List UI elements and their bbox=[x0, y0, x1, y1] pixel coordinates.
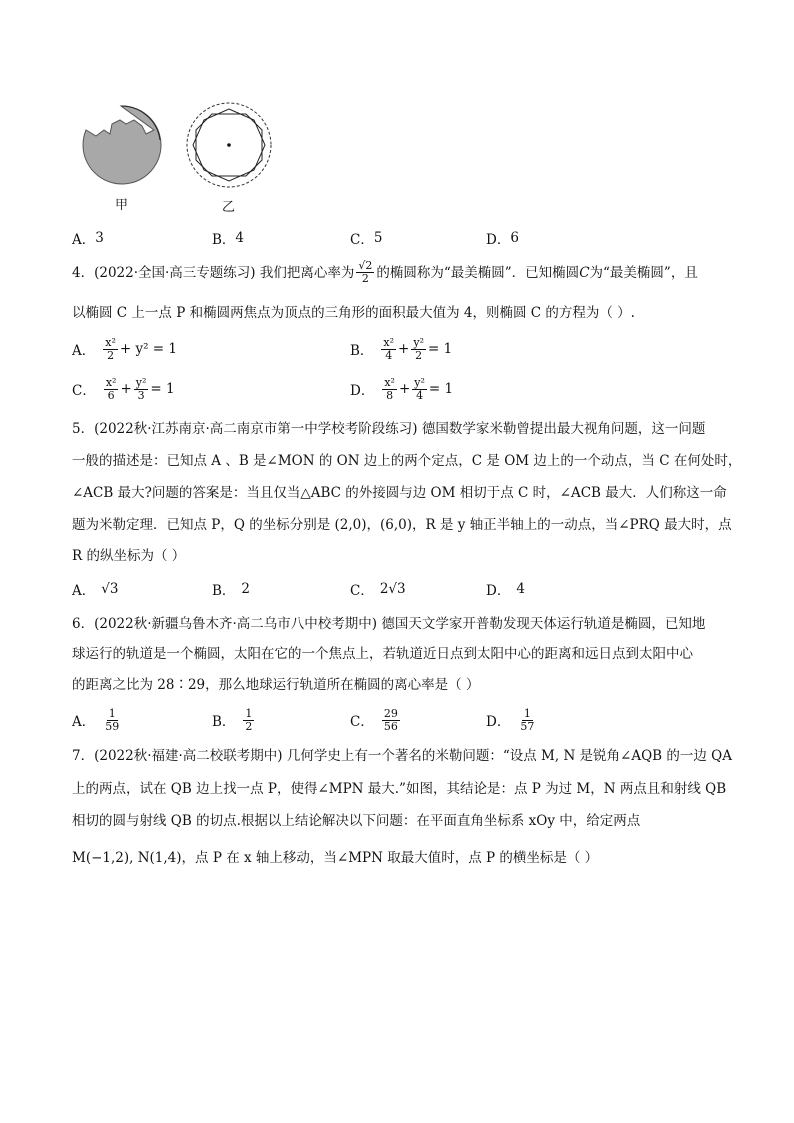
option-label: B． bbox=[212, 583, 236, 599]
figure-jia bbox=[76, 100, 166, 190]
fraction-numerator: y² bbox=[135, 375, 147, 389]
fraction-numerator: x² bbox=[105, 335, 116, 349]
fraction-denominator: 2 bbox=[415, 348, 423, 362]
q7-line-1: 7．(2022秋·福建·高二校联考期中) 几何学史上有一个著名的米勒问题：“设点 M, N 是锐角∠AQB 的一边 QA bbox=[72, 748, 733, 764]
fraction bbox=[243, 708, 254, 733]
fraction-numerator: √2 bbox=[358, 259, 373, 272]
q5-options bbox=[72, 574, 732, 604]
option-text: 4 bbox=[516, 581, 525, 597]
fraction-denominator: 8 bbox=[386, 388, 394, 402]
option-label: A． bbox=[72, 232, 96, 248]
q5-option-d[interactable] bbox=[486, 574, 525, 604]
option-text: = 1 bbox=[427, 341, 453, 357]
option-text: 5 bbox=[373, 230, 383, 246]
option-text: = 1 bbox=[150, 381, 175, 397]
q7-line-4: M(−1,2), N(1,4)，点 P 在 x 轴上移动，当∠MPN 取最大值时，点 P 的横坐标是（ ） bbox=[72, 850, 599, 866]
fraction-numerator: y² bbox=[414, 375, 425, 389]
option-label: D． bbox=[486, 714, 511, 730]
fraction bbox=[518, 708, 536, 733]
option-operator: + bbox=[120, 381, 132, 397]
figure-label-yi: 乙 bbox=[222, 200, 236, 215]
option-label: C． bbox=[350, 583, 374, 599]
option-label: D． bbox=[486, 583, 511, 599]
q3-options bbox=[72, 223, 732, 253]
fraction-denominator: 56 bbox=[383, 719, 398, 733]
q3-option-d[interactable] bbox=[486, 223, 519, 253]
option-label: A． bbox=[72, 714, 96, 730]
q5-line-3: ∠ACB 最大?问题的答案是：当且仅当△ABC 的外接圆与边 OM 相切于点 C 时，∠ACB 最大．人们称这一命 bbox=[72, 485, 727, 501]
fraction bbox=[103, 337, 118, 362]
q4-text: 的椭圆称为“最美椭圆”．已知椭圆 bbox=[376, 264, 580, 281]
option-label: B． bbox=[212, 232, 236, 248]
option-text: 3 bbox=[95, 230, 104, 246]
option-text: 2 bbox=[241, 581, 251, 597]
option-text: 6 bbox=[510, 230, 519, 246]
fraction-denominator: 4 bbox=[416, 388, 424, 402]
fraction bbox=[382, 377, 397, 402]
q3-option-a[interactable] bbox=[72, 223, 104, 253]
figure-yi bbox=[182, 100, 276, 194]
option-label: D． bbox=[486, 232, 511, 248]
option-label: A． bbox=[72, 343, 96, 359]
q6-line-1: 6．(2022秋·新疆乌鲁木齐·高二乌市八中校考期中) 德国天文学家开普勒发现天体运行轨道是椭圆，已知地 bbox=[72, 616, 706, 632]
q6-option-a[interactable] bbox=[72, 705, 123, 735]
fraction-numerator: 1 bbox=[523, 706, 531, 720]
q7-line-2: 上的两点，试在 QB 边上找一点 P，使得∠MPN 最大.”如图，其结论是：点 P 为过 M，N 两点且和射线 QB bbox=[72, 781, 727, 797]
fraction-numerator: y² bbox=[413, 335, 424, 349]
fraction-denominator: 6 bbox=[107, 388, 115, 402]
fraction bbox=[382, 708, 400, 733]
q4-option-b[interactable] bbox=[350, 334, 452, 364]
q6-options bbox=[72, 705, 732, 735]
q4-line-1 bbox=[72, 260, 732, 285]
option-operator: + bbox=[398, 381, 411, 397]
q4-eccentricity-fraction bbox=[356, 260, 374, 285]
q4-option-d[interactable] bbox=[350, 374, 453, 404]
option-text: 2√3 bbox=[379, 581, 406, 597]
q3-option-b[interactable] bbox=[212, 223, 244, 253]
fraction-denominator: 3 bbox=[137, 388, 145, 402]
fraction bbox=[134, 377, 149, 402]
option-text: √3 bbox=[101, 581, 119, 597]
option-text: 4 bbox=[235, 230, 245, 246]
fraction-denominator: 57 bbox=[520, 719, 535, 733]
fraction bbox=[381, 337, 396, 362]
q4-option-a[interactable] bbox=[72, 334, 177, 364]
option-label: D． bbox=[350, 383, 375, 399]
option-label: C． bbox=[350, 232, 374, 248]
q7-line-3: 相切的圆与射线 QB 的切点.根据以上结论解决以下问题：在平面直角坐标系 xOy 中，给定两点 bbox=[72, 813, 641, 829]
option-label: B． bbox=[350, 343, 374, 359]
fraction-numerator: x² bbox=[105, 375, 117, 389]
fraction-denominator: 2 bbox=[361, 272, 369, 285]
q5-line-2: 一般的描述是：已知点 A 、B 是∠MON 的 ON 边上的两个定点，C 是 OM 边上的一个动点，当 C 在何处时， bbox=[72, 453, 742, 469]
q6-option-c[interactable] bbox=[350, 705, 402, 735]
q3-option-c[interactable] bbox=[350, 223, 382, 253]
q6-option-b[interactable] bbox=[212, 705, 256, 735]
fraction-numerator: x² bbox=[383, 335, 395, 349]
option-label: C． bbox=[350, 714, 374, 730]
q4-option-c[interactable] bbox=[72, 374, 175, 404]
fraction-denominator: 2 bbox=[245, 719, 253, 733]
option-text: + y² = 1 bbox=[119, 341, 177, 357]
q6-option-d[interactable] bbox=[486, 705, 538, 735]
figure-label-jia: 甲 bbox=[115, 198, 129, 213]
q6-line-3: 的距离之比为 28∶29，那么地球运行轨道所在椭圆的离心率是（ ） bbox=[72, 677, 480, 693]
fraction bbox=[412, 377, 427, 402]
q5-option-a[interactable] bbox=[72, 574, 118, 604]
q5-option-c[interactable] bbox=[350, 574, 406, 604]
fraction-numerator: 1 bbox=[245, 706, 253, 720]
fraction bbox=[103, 708, 121, 733]
fraction bbox=[104, 377, 119, 402]
fraction-numerator: 1 bbox=[108, 706, 116, 720]
q5-line-5: R 的纵坐标为（ ） bbox=[72, 548, 186, 564]
fraction-denominator: 59 bbox=[105, 719, 120, 733]
option-label: C． bbox=[72, 383, 96, 399]
q4-options-row-2 bbox=[72, 374, 732, 404]
q4-variable: C bbox=[579, 264, 590, 281]
q5-line-1: 5．(2022秋·江苏南京·高二南京市第一中学校考阶段练习) 德国数学家米勒曾提出最大视角问题，这一问题 bbox=[72, 421, 706, 437]
q4-options-row-1 bbox=[72, 334, 732, 364]
fraction-numerator: x² bbox=[384, 375, 395, 389]
option-label: B． bbox=[212, 714, 236, 730]
fraction-denominator: 2 bbox=[107, 348, 115, 362]
q6-line-2: 球运行的轨道是一个椭圆，太阳在它的一个焦点上，若轨道近日点到太阳中心的距离和远日点到太阳中心 bbox=[72, 646, 693, 662]
q4-text: 为“最美椭圆”，且 bbox=[589, 264, 698, 281]
option-label: A． bbox=[72, 583, 96, 599]
q5-option-b[interactable] bbox=[212, 574, 250, 604]
fraction-denominator: 4 bbox=[385, 348, 393, 362]
q4-text: 4．(2022·全国·高三专题练习) 我们把离心率为 bbox=[72, 264, 355, 281]
q4-line-2: 以椭圆 C 上一点 P 和椭圆两焦点为顶点的三角形的面积最大值为 4，则椭圆 C 的方程为（ ）. bbox=[72, 305, 635, 321]
fraction bbox=[411, 337, 426, 362]
fraction-numerator: 29 bbox=[383, 706, 398, 720]
option-text: = 1 bbox=[428, 381, 454, 397]
option-operator: + bbox=[398, 341, 410, 357]
q5-line-4: 题为米勒定理．已知点 P，Q 的坐标分别是 (2,0)，(6,0)，R 是 y 轴正半轴上的一动点，当∠PRQ 最大时，点 bbox=[72, 517, 732, 533]
